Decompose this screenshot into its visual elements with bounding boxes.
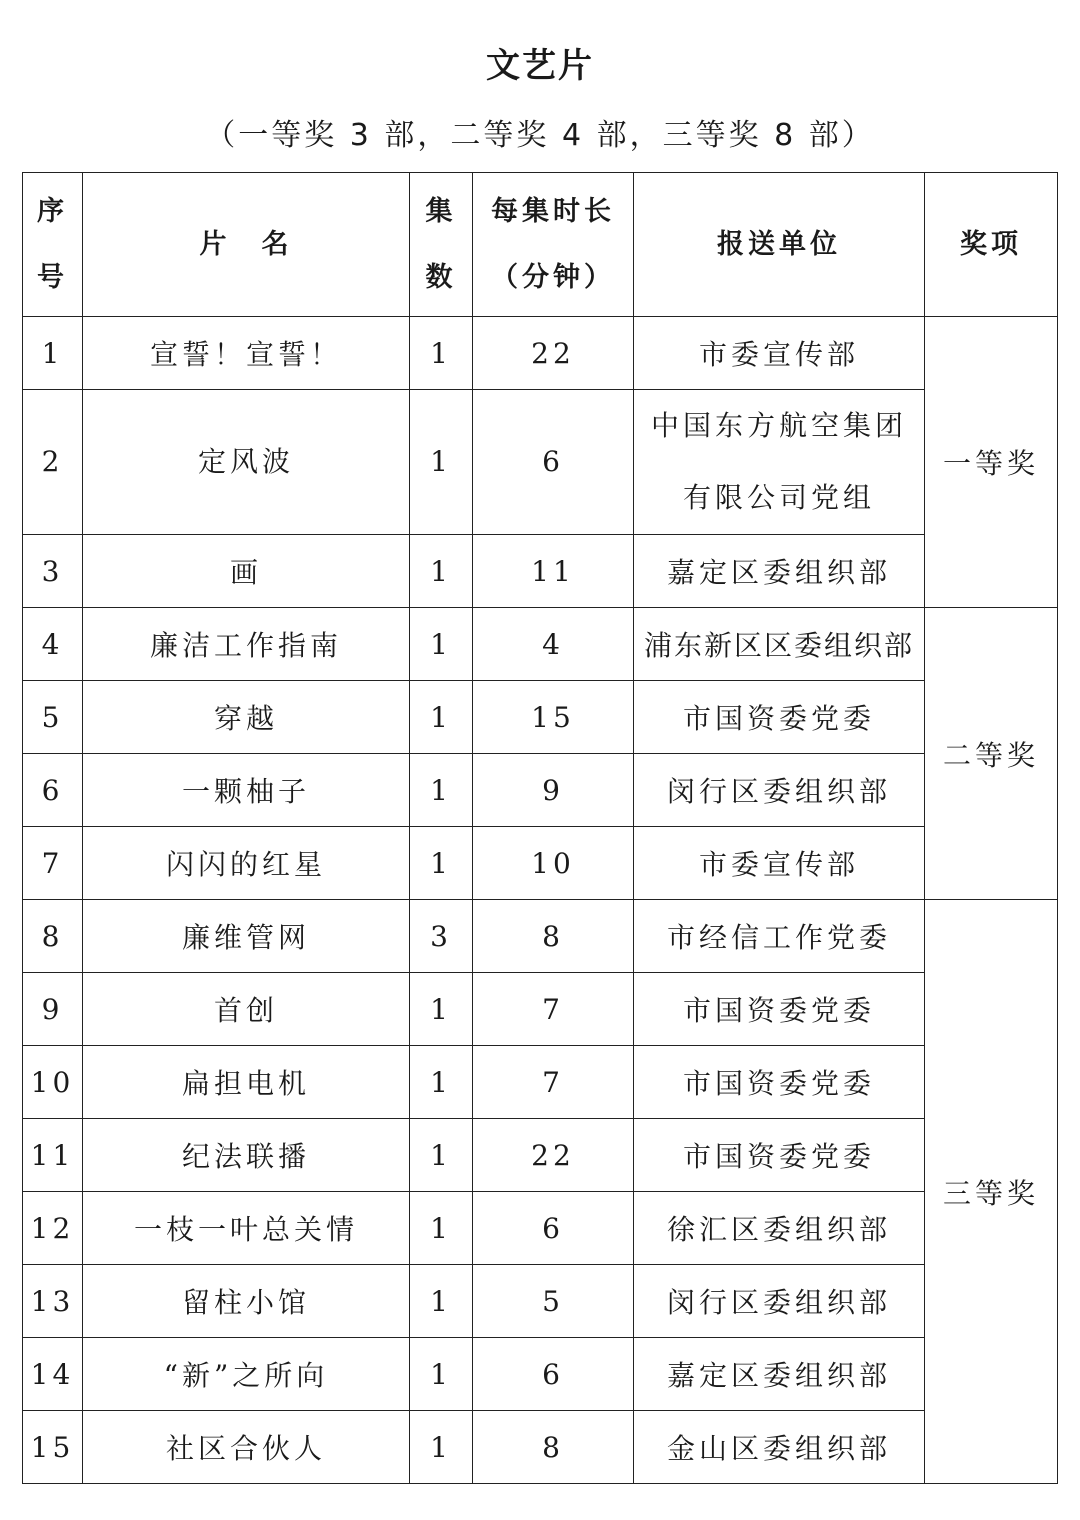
cell-episodes: 1 bbox=[410, 317, 473, 390]
table-row bbox=[23, 900, 1058, 973]
cell-unit: 徐汇区委组织部 bbox=[634, 1192, 925, 1265]
cell-duration: 7 bbox=[473, 1046, 634, 1119]
cell-episodes: 1 bbox=[410, 1119, 473, 1192]
cell-unit: 市国资委党委 bbox=[634, 973, 925, 1046]
cell-episodes: 1 bbox=[410, 973, 473, 1046]
cell-index: 4 bbox=[23, 608, 83, 681]
table-header-row bbox=[23, 173, 1058, 317]
header-name: 片 名 bbox=[83, 173, 410, 317]
cell-duration: 6 bbox=[473, 1192, 634, 1265]
cell-name: 画 bbox=[83, 535, 410, 608]
cell-name: 扁担电机 bbox=[83, 1046, 410, 1119]
header-episodes: 集 数 bbox=[410, 173, 473, 317]
cell-index: 5 bbox=[23, 681, 83, 754]
cell-name: 社区合伙人 bbox=[83, 1411, 410, 1484]
cell-name: 留柱小馆 bbox=[83, 1265, 410, 1338]
cell-episodes: 1 bbox=[410, 1411, 473, 1484]
cell-duration: 6 bbox=[473, 1338, 634, 1411]
cell-duration: 8 bbox=[473, 900, 634, 973]
cell-index: 14 bbox=[23, 1338, 83, 1411]
table-row bbox=[23, 608, 1058, 681]
cell-episodes: 1 bbox=[410, 754, 473, 827]
table-row bbox=[23, 1119, 1058, 1192]
cell-name: “新”之所向 bbox=[83, 1338, 410, 1411]
award-second: 二等奖 bbox=[925, 608, 1058, 900]
table-row bbox=[23, 535, 1058, 608]
cell-episodes: 1 bbox=[410, 608, 473, 681]
cell-duration: 22 bbox=[473, 317, 634, 390]
table-row bbox=[23, 1192, 1058, 1265]
cell-index: 8 bbox=[23, 900, 83, 973]
table-row bbox=[23, 317, 1058, 390]
cell-episodes: 1 bbox=[410, 827, 473, 900]
cell-index: 2 bbox=[23, 390, 83, 535]
table-row bbox=[23, 754, 1058, 827]
cell-name: 纪法联播 bbox=[83, 1119, 410, 1192]
cell-duration: 9 bbox=[473, 754, 634, 827]
cell-index: 15 bbox=[23, 1411, 83, 1484]
cell-index: 3 bbox=[23, 535, 83, 608]
cell-duration: 22 bbox=[473, 1119, 634, 1192]
cell-unit: 中国东方航空集团 有限公司党组 bbox=[634, 390, 925, 535]
cell-duration: 7 bbox=[473, 973, 634, 1046]
cell-episodes: 1 bbox=[410, 681, 473, 754]
cell-unit: 浦东新区区委组织部 bbox=[634, 608, 925, 681]
award-third: 三等奖 bbox=[925, 900, 1058, 1484]
cell-index: 9 bbox=[23, 973, 83, 1046]
cell-index: 10 bbox=[23, 1046, 83, 1119]
header-duration: 每集时长 （分钟） bbox=[473, 173, 634, 317]
cell-episodes: 1 bbox=[410, 1338, 473, 1411]
cell-unit: 嘉定区委组织部 bbox=[634, 535, 925, 608]
cell-name: 一颗柚子 bbox=[83, 754, 410, 827]
cell-episodes: 3 bbox=[410, 900, 473, 973]
cell-unit: 市委宣传部 bbox=[634, 317, 925, 390]
header-unit: 报送单位 bbox=[634, 173, 925, 317]
cell-name: 首创 bbox=[83, 973, 410, 1046]
page-subtitle: （一等奖 3 部，二等奖 4 部，三等奖 8 部） bbox=[205, 118, 875, 153]
cell-unit: 市国资委党委 bbox=[634, 1119, 925, 1192]
cell-episodes: 1 bbox=[410, 1265, 473, 1338]
cell-name: 定风波 bbox=[83, 390, 410, 535]
table-row bbox=[23, 1338, 1058, 1411]
table-row bbox=[23, 390, 1058, 535]
table-row bbox=[23, 827, 1058, 900]
cell-duration: 8 bbox=[473, 1411, 634, 1484]
cell-name: 廉维管网 bbox=[83, 900, 410, 973]
cell-duration: 15 bbox=[473, 681, 634, 754]
table-row bbox=[23, 681, 1058, 754]
cell-unit: 市经信工作党委 bbox=[634, 900, 925, 973]
cell-unit: 市委宣传部 bbox=[634, 827, 925, 900]
cell-unit: 嘉定区委组织部 bbox=[634, 1338, 925, 1411]
cell-episodes: 1 bbox=[410, 390, 473, 535]
cell-unit: 闵行区委组织部 bbox=[634, 1265, 925, 1338]
cell-duration: 6 bbox=[473, 390, 634, 535]
cell-unit: 闵行区委组织部 bbox=[634, 754, 925, 827]
cell-name: 一枝一叶总关情 bbox=[83, 1192, 410, 1265]
table-row bbox=[23, 1046, 1058, 1119]
cell-index: 7 bbox=[23, 827, 83, 900]
cell-name: 廉洁工作指南 bbox=[83, 608, 410, 681]
cell-episodes: 1 bbox=[410, 1192, 473, 1265]
cell-episodes: 1 bbox=[410, 1046, 473, 1119]
header-index: 序 号 bbox=[23, 173, 83, 317]
cell-name: 穿越 bbox=[83, 681, 410, 754]
table-row bbox=[23, 1265, 1058, 1338]
cell-duration: 10 bbox=[473, 827, 634, 900]
cell-duration: 4 bbox=[473, 608, 634, 681]
cell-index: 12 bbox=[23, 1192, 83, 1265]
cell-duration: 11 bbox=[473, 535, 634, 608]
cell-duration: 5 bbox=[473, 1265, 634, 1338]
page-title: 文艺片 bbox=[486, 46, 594, 86]
header-award: 奖项 bbox=[925, 173, 1058, 317]
cell-unit: 市国资委党委 bbox=[634, 1046, 925, 1119]
table-row bbox=[23, 1411, 1058, 1484]
cell-episodes: 1 bbox=[410, 535, 473, 608]
cell-index: 11 bbox=[23, 1119, 83, 1192]
cell-unit: 市国资委党委 bbox=[634, 681, 925, 754]
cell-index: 1 bbox=[23, 317, 83, 390]
cell-unit: 金山区委组织部 bbox=[634, 1411, 925, 1484]
cell-index: 13 bbox=[23, 1265, 83, 1338]
award-first: 一等奖 bbox=[925, 317, 1058, 608]
awards-table bbox=[22, 172, 1058, 1484]
table-row bbox=[23, 973, 1058, 1046]
cell-index: 6 bbox=[23, 754, 83, 827]
cell-name: 闪闪的红星 bbox=[83, 827, 410, 900]
cell-name: 宣誓！宣誓！ bbox=[83, 317, 410, 390]
